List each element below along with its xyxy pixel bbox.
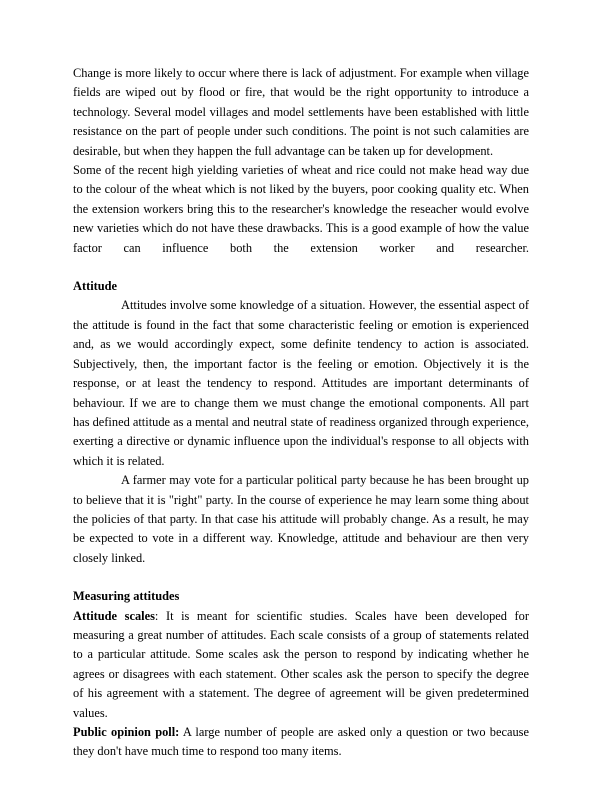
label-public-opinion-poll: Public opinion poll: [73, 725, 180, 739]
paragraph-value-factor: Some of the recent high yielding varieties of wheat and rice could not make head way due to the colour of the wheat which is not liked by the buyers, poor cooking quality etc. When the extension workers bring this to the researcher's knowledge the reseacher would evolve new varieties which do not have these drawbacks. This is a good example of how the value factor can influence both the extension worker and researcher. [73, 163, 529, 255]
spacer [73, 258, 529, 277]
text-attitude-scales: : It is meant for scientific studies. Scales have been developed for measuring a great number of attitudes. Each scale consists of a group of statements related to a particular attitude. Some scales ask the person to respond by indicating whether he agrees or disagrees with each statement. Other scales ask the person to specify the degree of his agreement with a statement. The degree of agreement will be given predetermined values. [73, 608, 529, 720]
label-attitude-scales: Attitude scales [73, 608, 155, 623]
text-public-opinion-poll: A large number of people are asked only a question or two because they don't have much time to respond too many items. [73, 725, 529, 759]
heading-measuring-attitudes: Measuring attitudes [73, 589, 180, 604]
spacer [73, 568, 529, 587]
paragraph-attitude-definition: Attitudes involve some knowledge of a situation. However, the essential aspect of the attitude is found in the fact that some characteristic feeling or emotion is experienced and, as we would accordingly expect, some definite tendency to action is associated. Subjectively, then, the important factor is the feeling or emotion. Objectively it is the response, or at least the tendency to respond. Attitudes are important determinants of behaviour. If we are to change them we must change the emotional components. All part has defined attitude as a mental and neutral state of readiness organized through experience, exerting a directive or dynamic influence upon the individual's response to all objects with which it is related. [73, 298, 529, 468]
paragraph-public-opinion-poll [73, 723, 529, 762]
paragraph-change-adjustment: Change is more likely to occur where there is lack of adjustment. For example when village fields are wiped out by flood or fire, that would be the right opportunity to introduce a technology. Several model villages and model settlements have been established with little resistance on the part of people under such conditions. The point is not such calamities are desirable, but when they happen the full advantage can be taken up for development. [73, 66, 529, 158]
document-page [73, 64, 529, 762]
heading-attitude: Attitude [73, 279, 118, 294]
paragraph-farmer-vote: A farmer may vote for a particular political party because he has been brought up to believe that it is "right" party. In the course of experience he may learn some thing about the policies of that party. In that case his attitude will probably change. As a result, he may be expected to vote in a different way. Knowledge, attitude and behaviour are then very closely linked. [73, 473, 529, 565]
paragraph-attitude-scales [73, 607, 529, 723]
